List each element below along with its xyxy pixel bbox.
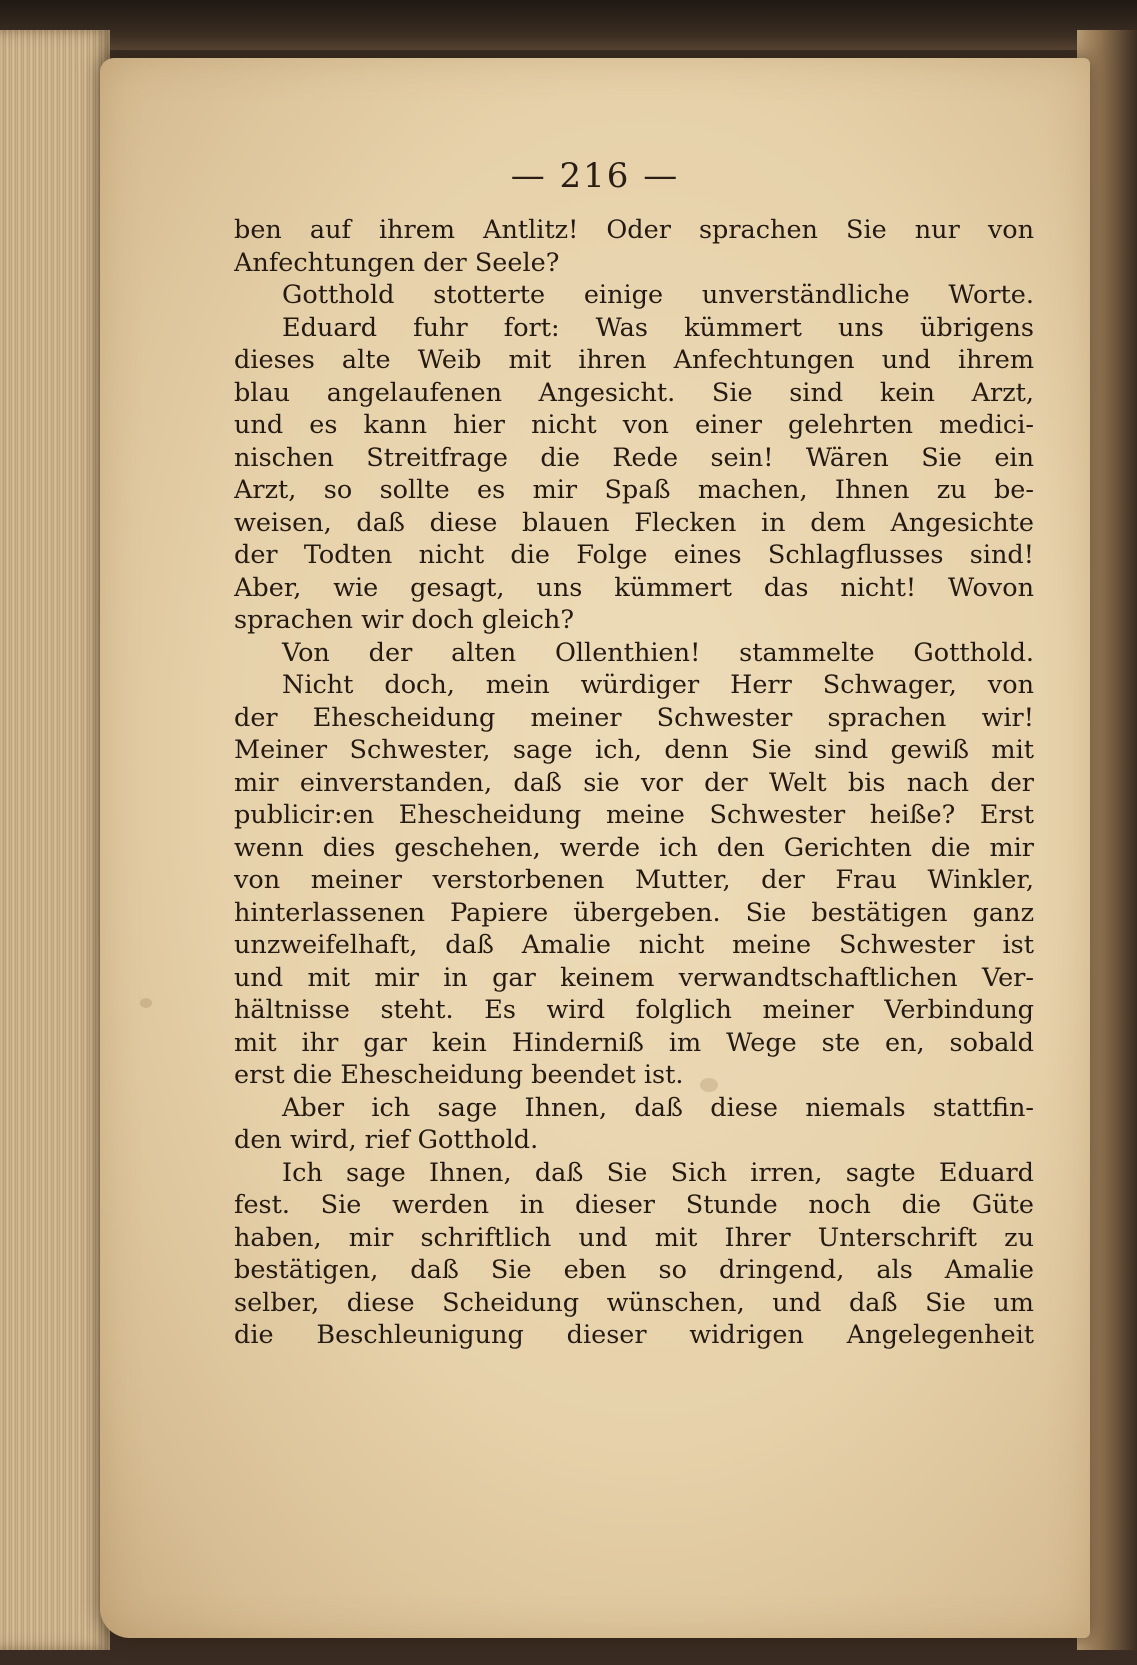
text-line: selber, diese Scheidung wünschen, und daß Sie um — [234, 1287, 1034, 1318]
text-line: hinterlassenen Papiere übergeben. Sie bestätigen ganz — [234, 897, 1034, 928]
text-line: Meiner Schwester, sage ich, denn Sie sind gewiß mit — [234, 735, 1034, 765]
page-body-text — [234, 214, 1034, 1352]
text-line: Eduard fuhr fort: Was kümmert uns übrigens — [282, 312, 1034, 343]
text-line: Aber ich sage Ihnen, daß diese niemals stattfin- — [282, 1092, 1034, 1123]
text-line: erst die Ehescheidung beendet ist. — [234, 1060, 684, 1090]
text-line: Ich sage Ihnen, daß Sie Sich irren, sagte Eduard — [282, 1157, 1034, 1188]
text-line: sprachen wir doch gleich? — [234, 605, 574, 635]
text-line: fest. Sie werden in dieser Stunde noch die Güte — [234, 1190, 1034, 1220]
text-line: Von der alten Ollenthien! stammelte Gotthold. — [282, 637, 1034, 668]
text-line: blau angelaufenen Angesicht. Sie sind kein Arzt, — [234, 377, 1034, 408]
text-line: ben auf ihrem Antlitz! Oder sprachen Sie nur von — [234, 215, 1034, 245]
text-line: Gotthold stotterte einige unverständliche Worte. — [282, 280, 1034, 310]
text-line: Arzt, so sollte es mir Spaß machen, Ihnen zu be- — [234, 475, 1034, 505]
page-number: — 216 — — [510, 156, 680, 196]
text-line: unzweifelhaft, daß Amalie nicht meine Schwester ist — [234, 930, 1034, 960]
stacked-page-edges — [0, 30, 110, 1650]
text-line: publicir:en Ehescheidung meine Schwester heiße? Erst — [234, 800, 1034, 830]
text-line: der Todten nicht die Folge eines Schlagflusses sind! — [234, 540, 1034, 570]
text-line: dieses alte Weib mit ihren Anfechtungen und ihrem — [234, 345, 1034, 375]
text-line: den wird, rief Gotthold. — [234, 1125, 539, 1155]
book-page — [100, 58, 1090, 1638]
text-line: Anfechtungen der Seele? — [234, 247, 560, 278]
paper-spot — [140, 998, 152, 1008]
text-line: nischen Streitfrage die Rede sein! Wären Sie ein — [234, 442, 1034, 473]
text-line: haben, mir schriftlich und mit Ihrer Unterschrift zu — [234, 1222, 1034, 1253]
text-line: und es kann hier nicht von einer gelehrten medici- — [234, 410, 1034, 440]
text-line: Nicht doch, mein würdiger Herr Schwager, von — [282, 670, 1034, 700]
text-line: wenn dies geschehen, werde ich den Gerichten die mir — [234, 832, 1034, 863]
text-line: hältnisse steht. Es wird folglich meiner Verbindung — [234, 995, 1034, 1025]
text-line: weisen, daß diese blauen Flecken in dem Angesichte — [234, 507, 1034, 538]
text-line: von meiner verstorbenen Mutter, der Frau Winkler, — [234, 865, 1034, 895]
text-line: und mit mir in gar keinem verwandtschaftlichen Ver- — [234, 962, 1034, 993]
text-line: Aber, wie gesagt, uns kümmert das nicht! Wovon — [234, 572, 1034, 603]
text-line: die Beschleunigung dieser widrigen Angelegenheit — [234, 1320, 1034, 1350]
text-line: der Ehescheidung meiner Schwester sprachen wir! — [234, 702, 1034, 733]
book-cover-top — [0, 0, 1137, 50]
text-line: bestätigen, daß Sie eben so dringend, als Amalie — [234, 1255, 1034, 1285]
text-line: mir einverstanden, daß sie vor der Welt bis nach der — [234, 767, 1034, 798]
text-line: mit ihr gar kein Hinderniß im Wege ste en, sobald — [234, 1027, 1034, 1058]
